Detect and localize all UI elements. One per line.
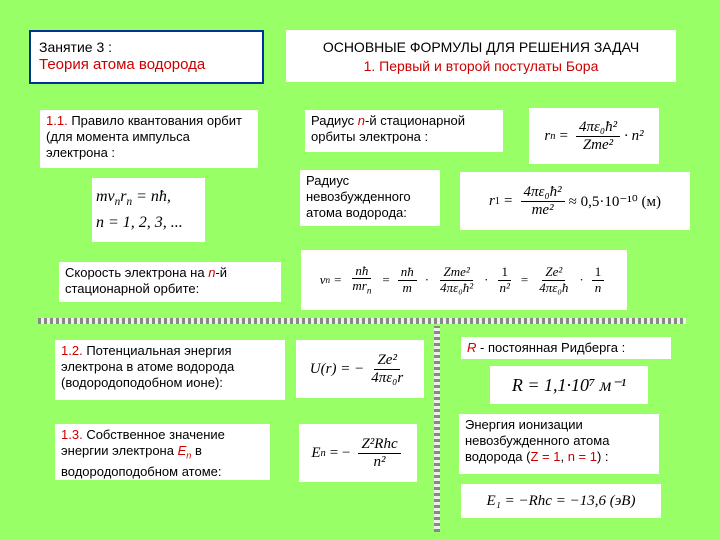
speed-n: n — [208, 265, 216, 280]
r1-sub: 1 — [494, 195, 501, 207]
ur-den: 4πε₀r — [371, 369, 404, 386]
energy-13-en: E — [177, 443, 187, 458]
potential-formula — [296, 340, 424, 398]
vn-f6-den: n — [594, 279, 602, 295]
en-label: E — [311, 444, 321, 461]
energy-13-box — [55, 424, 270, 480]
quant-lhs: mv — [96, 187, 115, 205]
ionization-formula — [461, 484, 661, 518]
quant-sub-n: n — [114, 196, 121, 209]
rydberg-symbol: R — [467, 340, 477, 355]
energy-formula: E n = − $\frac{\text{Z²Rhc}}{\text{n²}}$ — [299, 424, 417, 482]
rn-label: r — [544, 127, 551, 144]
vn-f1-num: nħ — [352, 264, 371, 279]
en-den: n² — [373, 453, 386, 470]
orbit-radius-post: -й стационарной орбиты электрона : — [311, 113, 466, 144]
orbit-radius-box — [305, 110, 503, 152]
ionization-n: n = 1 — [567, 449, 597, 464]
vn-f3-den: 4πε₀ħ² — [440, 279, 474, 295]
header-box — [286, 30, 676, 82]
speed-formula: v n = $\frac{nħ}{mr_n}$ = $\frac{nħ}{m}$ · $\frac{\text{Zme²}}{\text{4πε₀ħ²}}$ · $\frac{1}{\text{n²}}$ = $\frac{\text{Ze²}}{\text{4πε₀ħ}}$ · $\frac{1}{n}$ — [301, 250, 627, 310]
r1-label: r — [488, 192, 495, 209]
quant-sub-n2: n — [126, 196, 133, 209]
ionization-post: ) : — [596, 449, 609, 464]
e1-value: E₁ = −Rhc = −13,6 (эВ) — [486, 492, 636, 509]
energy-12-text: Потенциальная энергия электрона в атоме водорода (водородоподобном ионе): — [61, 343, 235, 390]
ionization-box — [459, 414, 659, 474]
r1-value: ≈ 0,5·10⁻¹⁰ (м) — [568, 193, 662, 210]
header-subtitle: 1. Первый и второй постулаты Бора — [363, 58, 599, 74]
quant-values: n = 1, 2, 3, ... — [96, 214, 183, 232]
r1-den: me² — [531, 201, 554, 218]
ur-label: U(r) = − — [309, 360, 365, 377]
speed-box — [59, 262, 281, 302]
r1-num: 4πε₀ħ² — [521, 184, 565, 202]
vn-sub: n — [325, 275, 331, 285]
vn-f2-num: nħ — [398, 265, 417, 280]
ground-radius-text: Радиус невозбужденного атома водорода: — [306, 173, 411, 220]
vn-label: v — [319, 272, 326, 287]
lesson-title: Теория атома водорода — [39, 56, 206, 73]
vn-f1-sub: n — [366, 285, 372, 296]
energy-13-post: в водородоподобном атоме: — [61, 443, 222, 479]
orbit-radius-n: n — [357, 113, 366, 128]
vn-f2-den: m — [402, 279, 412, 295]
vertical-divider — [434, 326, 440, 532]
ionization-pre: Энергия ионизации невозбужденного атома водорода ( — [465, 417, 610, 464]
vn-f6-num: 1 — [592, 265, 605, 280]
lesson-label: Занятие 3 : — [39, 39, 113, 55]
vn-f4-num: 1 — [498, 265, 511, 280]
vn-f3-num: Zme² — [440, 265, 472, 280]
rydberg-box — [461, 337, 671, 359]
lesson-title-box — [29, 30, 264, 84]
ionization-z: Z = 1 — [530, 449, 561, 464]
quantization-formula — [92, 178, 205, 242]
orbit-radius-pre: Радиус — [311, 113, 358, 128]
quant-r: r — [120, 187, 127, 205]
quant-rhs: = nħ, — [136, 187, 171, 205]
vn-f5-num: Ze² — [542, 265, 565, 280]
rule-11-text: Правило квантования орбит (для момента импульса электрона : — [46, 113, 242, 160]
rydberg-text: - постоянная Ридберга : — [476, 340, 626, 355]
en-sub: n — [320, 447, 326, 459]
header-title: ОСНОВНЫЕ ФОРМУЛЫ ДЛЯ РЕШЕНИЯ ЗАДАЧ — [322, 39, 640, 55]
horizontal-divider — [38, 318, 686, 324]
vn-f4-den: n² — [499, 279, 510, 295]
vn-f5-den: 4πε₀ħ — [539, 279, 569, 295]
energy-13-pre: Собственное значение энергии электрона — [61, 427, 225, 458]
r-value: R = 1,1·10⁷ м⁻¹ — [511, 374, 627, 395]
rule-11-box — [40, 110, 258, 168]
rn-tail: · n² — [624, 127, 644, 144]
rn-num: 4πε₀ħ² — [576, 119, 620, 137]
speed-pre: Скорость электрона на — [65, 265, 209, 280]
ionization-sep: , — [560, 449, 568, 464]
energy-12-box — [55, 340, 285, 400]
rn-den: Zme² — [582, 136, 614, 153]
ground-radius-formula: r 1 = $\frac{\text{4πε₀ħ²}}{\text{me²}}$ ≈ 0,5·10⁻¹⁰ (м) — [460, 172, 690, 230]
vn-f1-den: mr — [352, 278, 367, 294]
speed-post: -й стационарной орбите: — [65, 265, 228, 296]
rn-sub: n — [550, 130, 556, 142]
ur-num: Ze² — [374, 352, 400, 370]
orbit-radius-formula: r n = $\frac{\text{4πε₀ħ²}}{\text{Zme²}}$ · n² — [529, 108, 659, 164]
energy-12-number: 1.2. — [61, 343, 83, 358]
rydberg-formula — [490, 366, 648, 404]
ground-radius-box — [300, 170, 440, 226]
energy-13-number: 1.3. — [61, 427, 83, 442]
rule-11-number: 1.1. — [46, 113, 68, 128]
energy-13-en-sub: n — [186, 450, 192, 461]
en-num: Z²Rhc — [358, 436, 400, 454]
